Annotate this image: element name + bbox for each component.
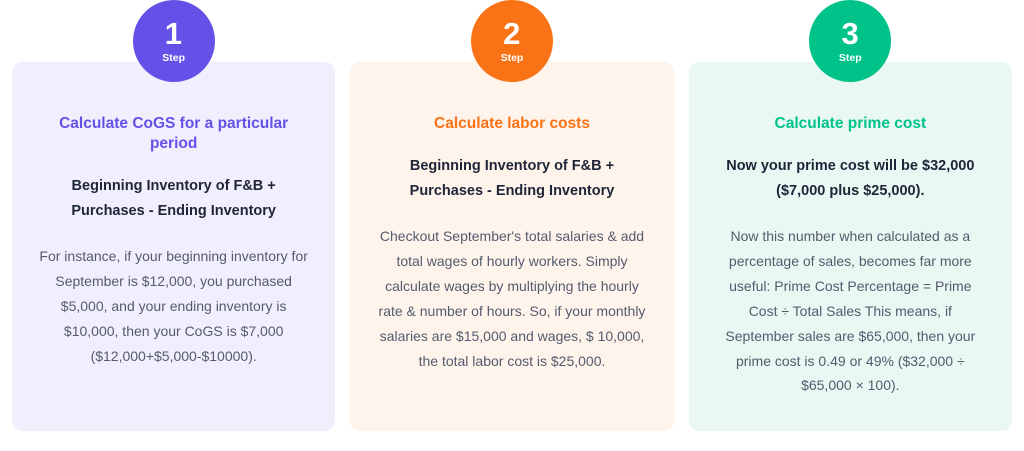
step-label: Step	[162, 52, 186, 65]
step-formula: Now your prime cost will be $32,000 ($7,000 plus $25,000).	[726, 158, 975, 200]
step-formula: Beginning Inventory of F&B + Purchases - Ending Inventory	[71, 178, 276, 220]
step-formula: Beginning Inventory of F&B + Purchases - Ending Inventory	[409, 158, 615, 200]
step-card-1	[12, 16, 335, 431]
step-card-3	[689, 16, 1012, 431]
step-badge-1	[133, 0, 215, 82]
step-badge-2	[471, 0, 553, 82]
step-label: Step	[500, 52, 524, 65]
step-title: Calculate labor costs	[434, 115, 590, 132]
step-body: Now this number when calculated as a percentage of sales, becomes far more useful: Prime Cost Percentage = Prime Cost ÷ Total Sales This means, if September sales are $65,000, then your prime cost is 0.49 or 49% ($32,000 ÷ $65,000 × 100).	[725, 228, 976, 394]
step-card-2	[350, 16, 673, 431]
step-body: For instance, if your beginning inventory for September is $12,000, you purchased $5,000, and your ending inventory is $10,000, then your CoGS is $7,000 ($12,000+$5,000-$10000).	[39, 248, 308, 364]
step-title: Calculate CoGS for a particular period	[59, 115, 289, 153]
step-badge-3	[809, 0, 891, 82]
step-body: Checkout September's total salaries & add total wages of hourly workers. Simply calculate wages by multiplying the hourly rate & number of hours. So, if your monthly salaries are $15,000 and wages, $ 10,000, the total labor cost is $25,000.	[378, 228, 646, 369]
step-number: 2	[503, 16, 521, 52]
step-title: Calculate prime cost	[774, 115, 927, 132]
step-label: Step	[838, 52, 862, 65]
step-number: 1	[164, 16, 183, 52]
step-number: 3	[841, 16, 860, 52]
